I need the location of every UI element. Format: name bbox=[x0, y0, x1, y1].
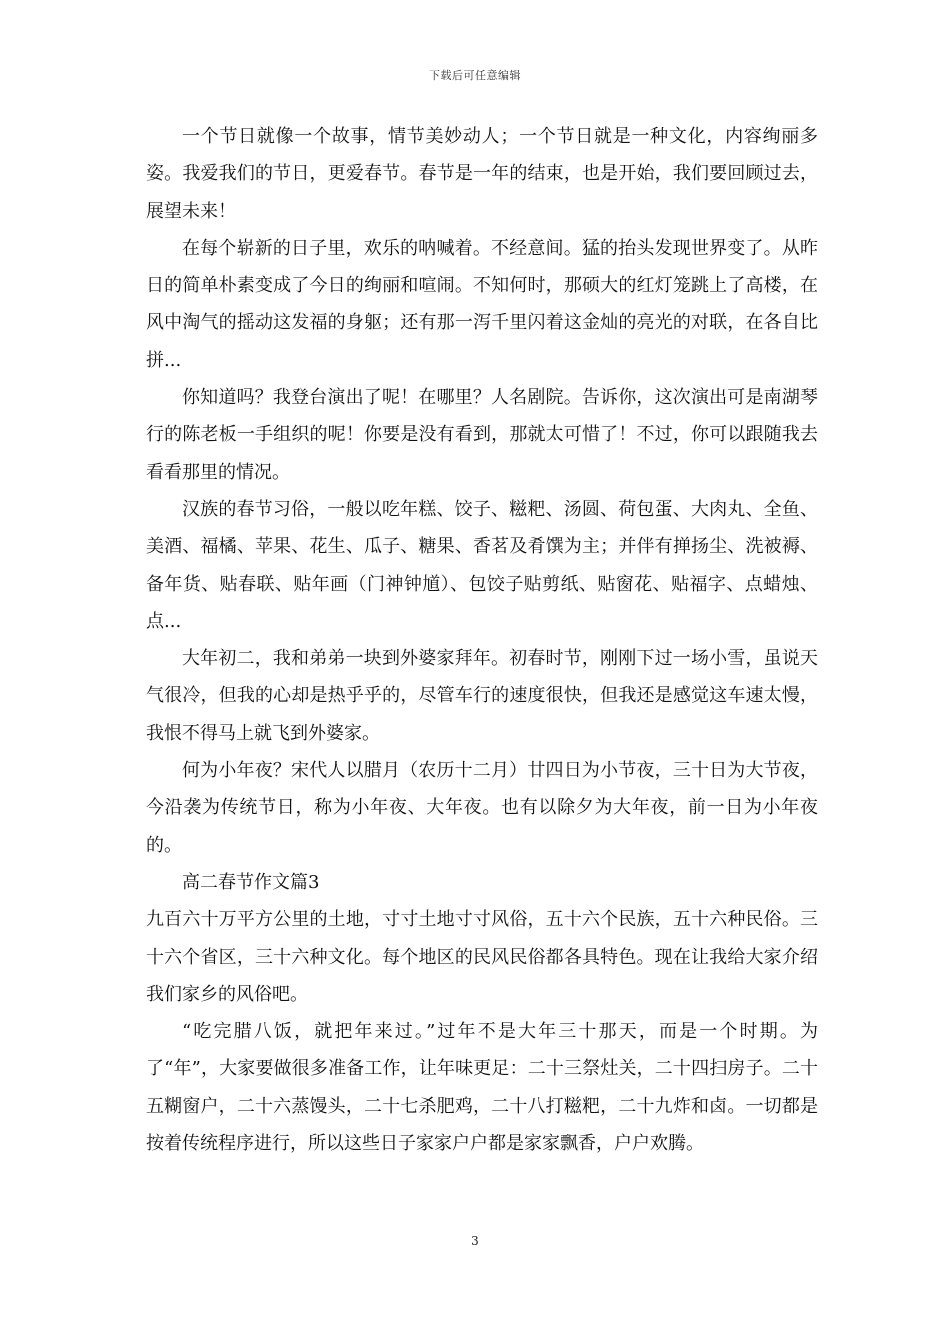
paragraph-1: 一个节日就像一个故事，情节美妙动人；一个节日就是一种文化，内容绚丽多姿。我爱我们的节日，更爱春节。春节是一年的结束，也是开始，我们要回顾过去，展望未来！ bbox=[146, 126, 818, 222]
page-number: 3 bbox=[471, 1234, 479, 1248]
paragraph-3: 你知道吗？我登台演出了呢！在哪里？人名剧院。告诉你，这次演出可是南湖琴行的陈老板一手组织的呢！你要是没有看到，那就太可惜了！不过，你可以跟随我去看看那里的情况。 bbox=[146, 387, 818, 483]
paragraph-7: 九百六十万平方公里的土地，寸寸土地寸寸风俗，五十六个民族，五十六种民俗。三十六个省区，三十六种文化。每个地区的民风民俗都各具特色。现在让我给大家介绍我们家乡的风俗吧。 bbox=[146, 909, 818, 1005]
paragraph-5: 大年初二，我和弟弟一块到外婆家拜年。初春时节，刚刚下过一场小雪，虽说天气很冷，但我的心却是热乎乎的，尽管车行的速度很快，但我还是感觉这车速太慢，我恨不得马上就飞到外婆家。 bbox=[146, 648, 818, 744]
section-heading: 高二春节作文篇3 bbox=[182, 871, 320, 893]
document-body bbox=[146, 118, 818, 1162]
paragraph-6: 何为小年夜？宋代人以腊月（农历十二月）廿四日为小节夜，三十日为大节夜，今沿袭为传统节日，称为小年夜、大年夜。也有以除夕为大年夜，前一日为小年夜的。 bbox=[146, 760, 818, 856]
paragraph-8: “吃完腊八饭，就把年来过。”过年不是大年三十那天，而是一个时期。为了“年”，大家要做很多准备工作，让年味更足：二十三祭灶关，二十四扫房子。二十五糊窗户，二十六蒸馒头，二十七杀肥鸡，二十八打糍粑，二十九炸和卤。一切都是按着传统程序进行，所以这些日子家家户户都是家家飘香，户户欢腾。 bbox=[146, 1021, 818, 1155]
paragraph-2: 在每个崭新的日子里，欢乐的呐喊着。不经意间。猛的抬头发现世界变了。从昨日的简单朴素变成了今日的绚丽和喧闹。不知何时，那硕大的红灯笼跳上了高楼，在风中淘气的摇动这发福的身躯；还有那一泻千里闪着这金灿的亮光的对联，在各自比拼... bbox=[146, 237, 818, 371]
paragraph-4: 汉族的春节习俗，一般以吃年糕、饺子、糍粑、汤圆、荷包蛋、大肉丸、全鱼、美酒、福橘、苹果、花生、瓜子、糖果、香茗及肴馔为主；并伴有掸扬尘、洗被褥、备年货、贴春联、贴年画（门神钟馗）、包饺子贴剪纸、贴窗花、贴福字、点蜡烛、点... bbox=[146, 498, 818, 632]
page-header: 下载后可任意编辑 bbox=[429, 69, 521, 82]
